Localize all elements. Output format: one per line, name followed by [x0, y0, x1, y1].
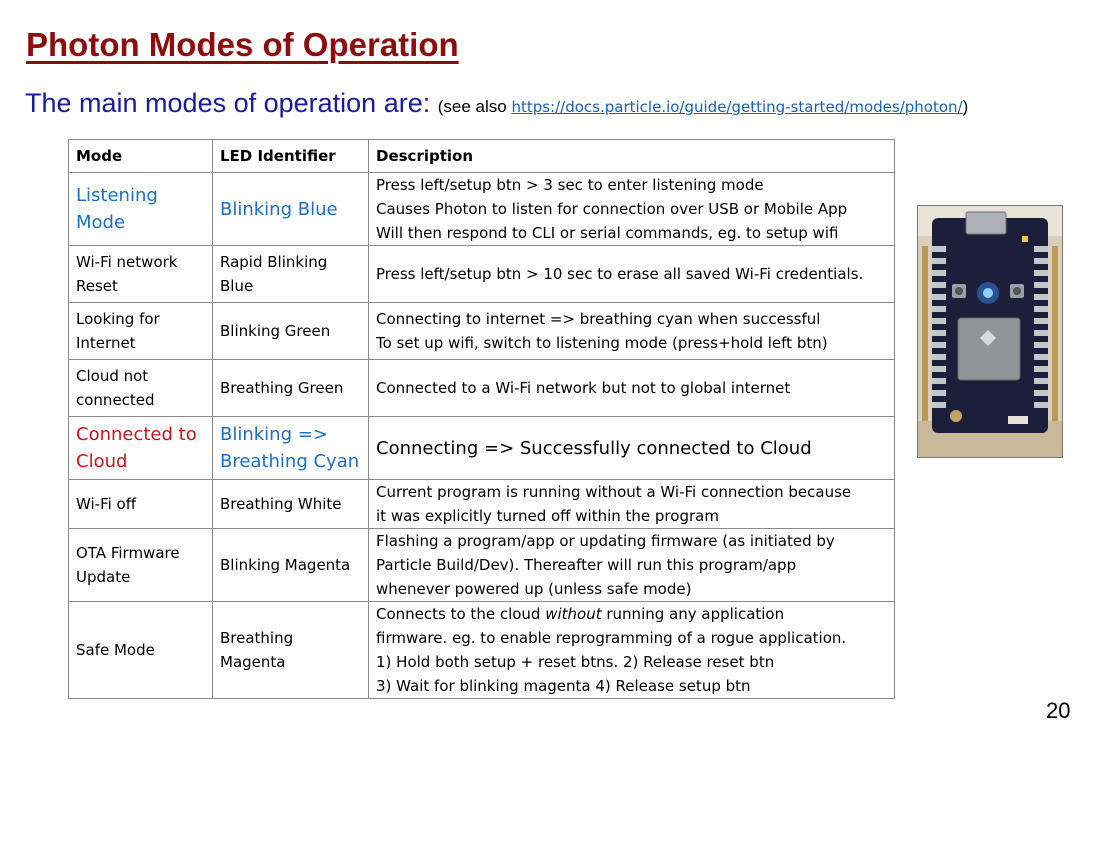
header-mode: Mode — [69, 140, 213, 173]
mode-cell: OTA Firmware Update — [69, 529, 213, 602]
table-row — [69, 303, 895, 360]
page-number: 20 — [1046, 698, 1071, 723]
table-header-row — [69, 140, 895, 173]
mode-cell: Wi-Fi off — [69, 480, 213, 529]
docs-link[interactable]: https://docs.particle.io/guide/getting-started/modes/photon/ — [511, 98, 963, 116]
description-cell: Current program is running without a Wi-Fi connection because it was explicitly turned off within the program — [369, 480, 895, 529]
description-cell: Press left/setup btn > 10 sec to erase all saved Wi-Fi credentials. — [369, 246, 895, 303]
table-row — [69, 480, 895, 529]
table-row — [69, 529, 895, 602]
header-led: LED Identifier — [213, 140, 369, 173]
table-row — [69, 417, 895, 480]
led-cell: Blinking => Breathing Cyan — [213, 417, 369, 480]
description-cell: Connecting => Successfully connected to Cloud — [369, 417, 895, 480]
led-cell: Rapid Blinking Blue — [213, 246, 369, 303]
led-cell: Blinking Green — [213, 303, 369, 360]
led-cell: Breathing Magenta — [213, 602, 369, 699]
led-cell: Breathing Green — [213, 360, 369, 417]
description-cell: Flashing a program/app or updating firmware (as initiated by Particle Build/Dev). Thereafter will run this program/app whenever powered up (unless safe mode) — [369, 529, 895, 602]
header-description: Description — [369, 140, 895, 173]
see-also: (see also https://docs.particle.io/guide/getting-started/modes/photon/) — [437, 97, 969, 116]
mode-cell: Looking for Internet — [69, 303, 213, 360]
led-cell: Blinking Magenta — [213, 529, 369, 602]
mode-cell: Listening Mode — [69, 173, 213, 246]
mode-cell: Safe Mode — [69, 602, 213, 699]
mode-cell: Cloud not connected — [69, 360, 213, 417]
mode-cell: Connected to Cloud — [69, 417, 213, 480]
slide-title: Photon Modes of Operation — [26, 26, 459, 63]
table-row — [69, 173, 895, 246]
led-cell: Breathing White — [213, 480, 369, 529]
slide-subtitle — [25, 88, 968, 119]
description-cell: Press left/setup btn > 3 sec to enter listening mode Causes Photon to listen for connection over USB or Mobile App Will then respond to CLI or serial commands, eg. to setup wifi — [369, 173, 895, 246]
description-cell: Connected to a Wi-Fi network but not to global internet — [369, 360, 895, 417]
subtitle-main: The main modes of operation are: — [25, 88, 431, 118]
mode-cell: Wi-Fi network Reset — [69, 246, 213, 303]
description-cell: Connecting to internet => breathing cyan when successful To set up wifi, switch to listening mode (press+hold left btn) — [369, 303, 895, 360]
description-cell: Connects to the cloud without running any application firmware. eg. to enable reprogramming of a rogue application. 1) Hold both setup + reset btns. 2) Release reset btn 3) Wait for blinking magenta 4) Release setup btn — [369, 602, 895, 699]
table-row — [69, 360, 895, 417]
photon-board-photo — [917, 205, 1063, 458]
table-row — [69, 602, 895, 699]
table-row — [69, 246, 895, 303]
led-cell: Blinking Blue — [213, 173, 369, 246]
modes-table — [68, 139, 895, 699]
photon-board-illustration — [918, 206, 1062, 457]
